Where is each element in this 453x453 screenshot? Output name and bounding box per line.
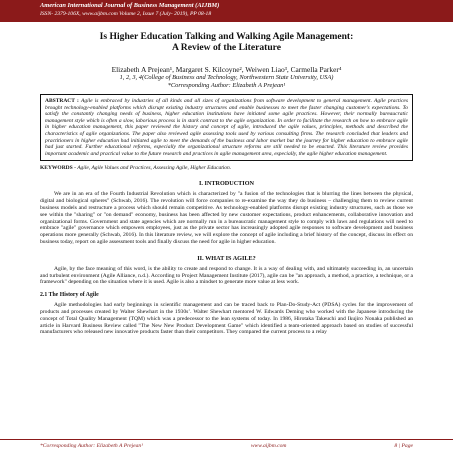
keywords-label: KEYWORDS - [40, 165, 76, 172]
footer-author: *Corresponding Author: Elizabeth A Prejean¹ [40, 443, 143, 449]
corresponding-author: *Corresponding Author: Elizabeth A Prejean¹ [167, 81, 286, 89]
keywords-text: Agile, Agile Values and Practices, Assessing Agile, Higher Education. [77, 165, 232, 172]
abstract-box [40, 94, 413, 161]
journal-header [0, 0, 453, 22]
history-paragraph: Agile methodologies had early beginnings in scientific management and can be traced back to Plan-Do-Study-Act (PDSA) cycles for the improvement of products and processes created by Walter Shewhart in the 1930s’. Walter Shewhart mentored W. Edwards Deming who worked with the Japanese introducing the concept of Total Quality Management (TQM) which was a predecessor to the lean systems of today. In 1986, Hirotaka Takeuchi and Ikujiro Nonaka published an article in Harvard Business Review called "The New New Product Development Game" which identified a team-oriented approach based on studies of successful manufacturers who released new innovative products faster than their competitors. They compared the current process to a relay [40, 302, 413, 336]
introduction-paragraph: We are in an era of the Fourth Industrial Revolution which is characterized by "a fusion of the technologies that is blurring the lines between the physical, digital and biological spheres" (Schwab, 2016). The revolution will force companies to re-examine the way they do business – challenging them to review current business models and restructure a process which should remain competitive. As technology-enabled platforms disrupt existing industry structures, such as those we see within the "sharing" or "on demand" economy, business has been affected by new customer expectations, product enhancements, collaborative innovation and organizational forms. Government and state agencies which are normally run in a bureaucratic management style to comply with laws and regulations will need to embrace "agile" governance which empowers employees, just as the private sector has increasingly adopted agile responses to software development and business operations more generally (Schwab, 2016). In this literature review, we will explore the concept of agile including a brief history of the concept, discuss its effect on business today, report on agile assessment tools and finally discuss the need for agile in higher education. [40, 191, 413, 245]
footer-url: www.aijbm.com [250, 443, 287, 449]
keywords [40, 165, 413, 171]
subsection-history-heading: 2.1 The History of Agile [40, 292, 99, 299]
what-is-agile-paragraph: Agile, by the face meaning of this word, is the ability to create and respond to change. It is a way of dealing with, and ultimately succeeding in, an uncertain and turbulent environment (Agile Alliance, n.d.). According to Project Management Institute (2017), agile can be "an approach, a method, a practice, a technique, or a framework" depending on the situation where it is used. Agile is also a mindset to generate more value at less work. [40, 265, 413, 286]
author-list: Elizabeth A Prejean¹, Margaret S. Kilcoyne², Weiwen Liao³, Carmella Parker⁴ [111, 65, 342, 74]
title-line-2: A Review of the Literature [171, 42, 282, 53]
journal-issn: ISSN- 2379-106X, www.aijbm.com Volume 2, Issue 7 (July- 2019), PP 08-18 [40, 11, 212, 17]
section-introduction-heading: I. INTRODUCTION [198, 180, 254, 188]
affiliation: 1, 2, 3, 4(College of Business and Technology, Northwestern State University, USA) [119, 74, 334, 81]
paper-title [40, 31, 413, 53]
section-what-is-agile-heading: II. WHAT IS AGILE? [197, 254, 256, 262]
footer-page-number: 8 | Page [394, 443, 413, 449]
journal-name: American International Journal of Business Management (AIJBM) [40, 2, 220, 9]
abstract-label: ABSTRACT : [45, 98, 79, 104]
page-footer [0, 439, 453, 453]
title-line-1: Is Higher Education Talking and Walking Agile Management: [99, 31, 354, 42]
abstract-text: Agile is embraced by industries of all kinds and all sizes of organizations from software development to general management. Agile practices brought technology-enabled platforms which disrupt existing industry structures and enable businesses to meet the faster changing customer's expectations. To satisfy the constantly changing needs of business, higher education institutions have initiated some agile practices. However, their normally bureaucratic management style which is often a slow, laborious process is in stark contrast to the agile organization. In order to facilitate the research on how to embrace agile in higher education management, this paper reviewed the history and concept of agile, introduced the agile values, principles, methods and described the characteristics of agile organizations. The paper also reviewed agile assessing tools used by various consulting firms. The research concluded that leaders and practitioners in higher education had initiated agile to meet the demands of the business and labor market but the journey for higher education to embrace agile had just started. Further educational reforms, especially the organizational structure reforms are still needed to be enacted. This literature review provides important academic and practical value to the future research and practices in agile management area, especially, the agile higher education management. [45, 98, 408, 157]
